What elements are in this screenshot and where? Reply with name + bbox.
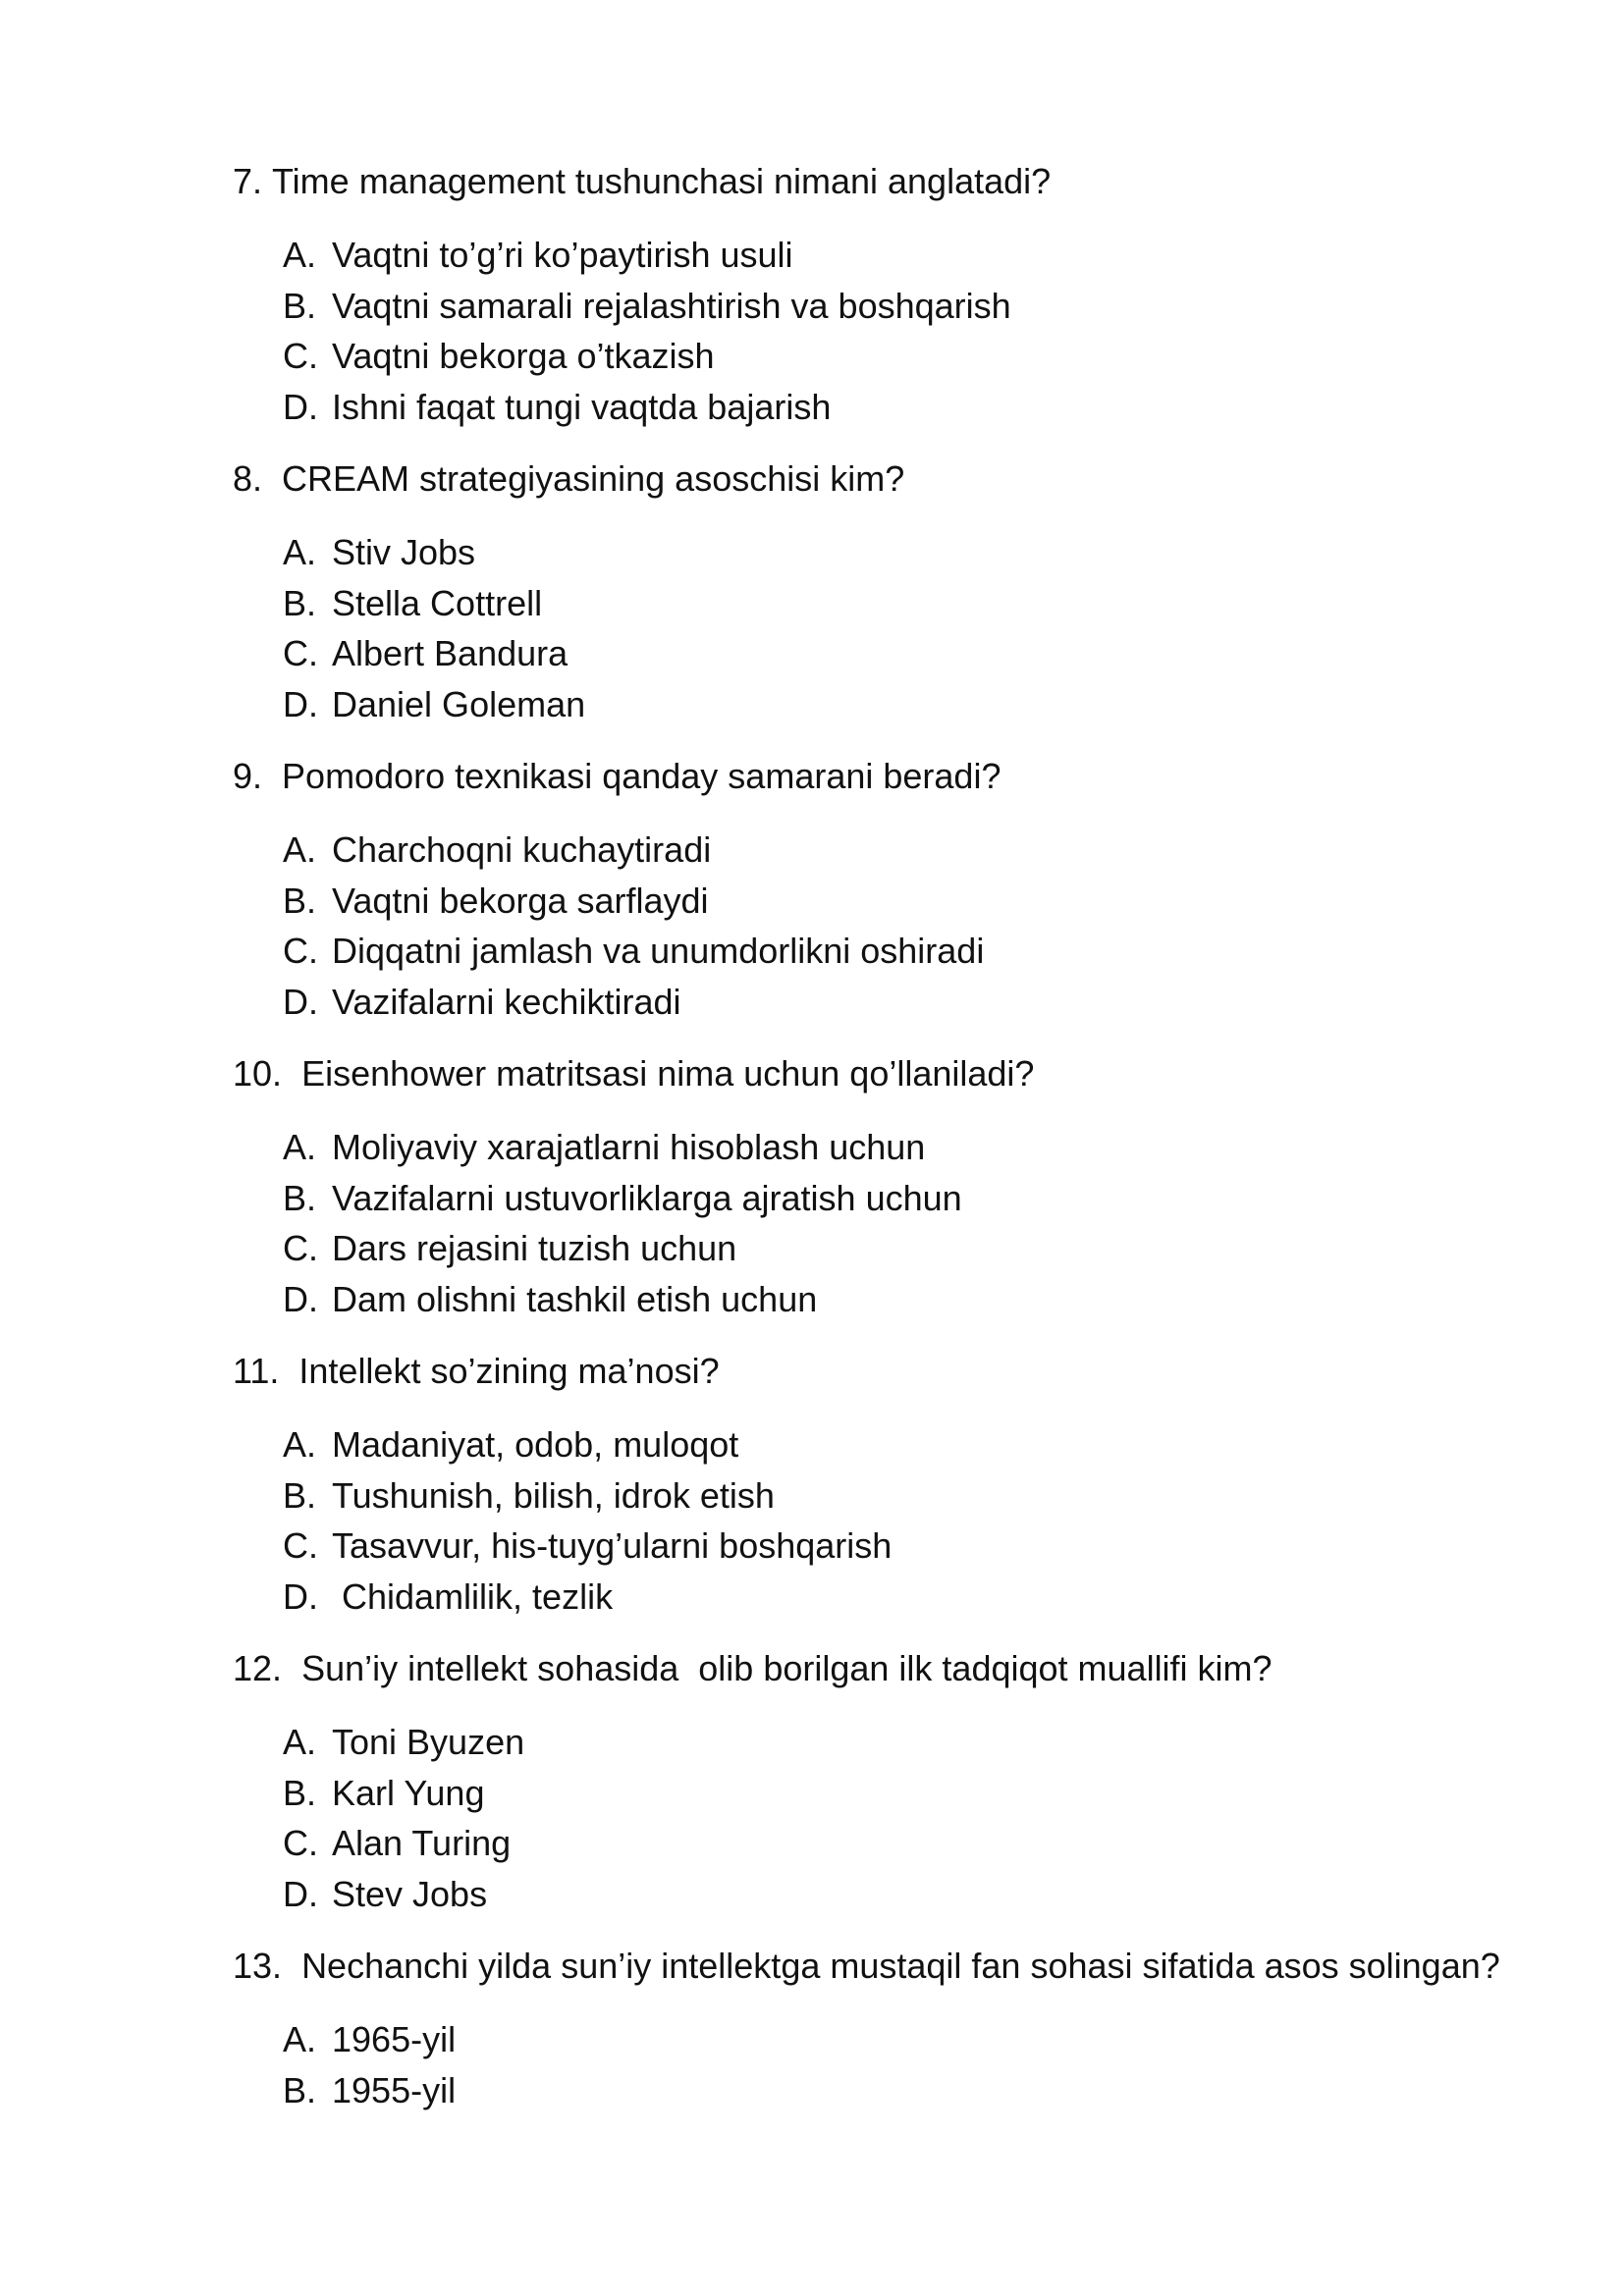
option-text: Karl Yung [332, 1772, 485, 1813]
answer-option [283, 531, 1509, 582]
question-8 [233, 457, 1509, 733]
option-letter: B. [283, 582, 317, 623]
answer-options [233, 2018, 1509, 2119]
question-text: Eisenhower matritsasi nima uchun qo’llaniladi? [301, 1053, 1035, 1094]
question-number: 9. [233, 756, 283, 796]
option-text: Chidamlilik, tezlik [332, 1575, 614, 1617]
option-text: Diqqatni jamlash va unumdorlikni oshiradi [332, 931, 985, 971]
answer-option [283, 1822, 1509, 1873]
option-text: Stev Jobs [332, 1873, 488, 1914]
option-letter: A. [283, 1722, 317, 1762]
question-number: 11. [233, 1351, 299, 1391]
option-text: Moliyaviy xarajatlarni hisoblash uchun [332, 1127, 926, 1167]
question-number: 13. [233, 1946, 302, 1986]
option-text: Stiv Jobs [332, 532, 476, 572]
answer-option [283, 1524, 1509, 1575]
option-text: Ishni faqat tungi vaqtda bajarish [332, 386, 832, 427]
option-letter: B. [283, 2069, 317, 2110]
answer-option [283, 1278, 1509, 1329]
answer-options [233, 234, 1509, 436]
option-letter: B. [283, 1772, 317, 1813]
question-13 [233, 1945, 1509, 2119]
option-text: 1965-yil [332, 2019, 457, 2059]
question-10 [233, 1052, 1509, 1328]
option-letter: D. [283, 981, 318, 1022]
answer-option [283, 1227, 1509, 1278]
answer-option [283, 1474, 1509, 1525]
option-letter: D. [283, 386, 318, 427]
question-11 [233, 1350, 1509, 1626]
answer-option [283, 828, 1509, 880]
option-letter: A. [283, 532, 317, 572]
answer-option [283, 285, 1509, 336]
answer-option [283, 2018, 1509, 2069]
option-letter: A. [283, 1127, 317, 1167]
option-letter: A. [283, 1424, 317, 1465]
option-text: Vazifalarni ustuvorliklarga ajratish uchun [332, 1177, 962, 1218]
option-text: Stella Cottrell [332, 582, 543, 623]
option-text: Tasavvur, his-tuyg’ularni boshqarish [332, 1525, 893, 1566]
question-text: CREAM strategiyasining asoschisi kim? [282, 458, 905, 499]
option-letter: C. [283, 1228, 318, 1268]
answer-option [283, 582, 1509, 633]
option-letter: C. [283, 931, 318, 971]
option-text: Vazifalarni kechiktiradi [332, 981, 681, 1022]
option-letter: C. [283, 1823, 318, 1863]
option-letter: D. [283, 1873, 318, 1914]
answer-option [283, 1177, 1509, 1228]
option-text: Charchoqni kuchaytiradi [332, 829, 712, 870]
question-heading [233, 457, 1509, 501]
question-number: 8. [233, 458, 283, 499]
question-text: Nechanchi yilda sun’iy intellektga mustaqil fan sohasi sifatida asos solingan? [301, 1946, 1500, 1986]
option-text: 1955-yil [332, 2069, 457, 2110]
question-12 [233, 1647, 1509, 1923]
answer-options [233, 1423, 1509, 1626]
answer-option [283, 1423, 1509, 1474]
answer-option [283, 234, 1509, 285]
option-text: Vaqtni bekorga sarflaydi [332, 880, 709, 921]
option-letter: D. [283, 1575, 318, 1617]
option-text: Vaqtni to’g’ri ko’paytirish usuli [332, 235, 793, 275]
answer-options [233, 1126, 1509, 1328]
option-text: Vaqtni bekorga o’tkazish [332, 336, 715, 376]
option-text: Madaniyat, odob, muloqot [332, 1424, 739, 1465]
option-letter: C. [283, 1525, 318, 1566]
option-text: Daniel Goleman [332, 683, 586, 724]
question-7 [233, 160, 1509, 436]
option-letter: D. [283, 1278, 318, 1319]
answer-options [233, 531, 1509, 733]
option-text: Dars rejasini tuzish uchun [332, 1228, 737, 1268]
option-letter: B. [283, 285, 317, 326]
answer-option [283, 1575, 1509, 1627]
question-text: Pomodoro texnikasi qanday samarani beradi? [282, 756, 1001, 796]
answer-option [283, 683, 1509, 734]
answer-option [283, 2069, 1509, 2120]
option-letter: D. [283, 683, 318, 724]
question-heading [233, 755, 1509, 798]
option-text: Albert Bandura [332, 633, 568, 673]
question-heading [233, 1350, 1509, 1393]
answer-option [283, 1721, 1509, 1772]
option-text: Tushunish, bilish, idrok etish [332, 1474, 775, 1516]
question-heading [233, 160, 1509, 203]
option-text: Alan Turing [332, 1823, 512, 1863]
answer-option [283, 335, 1509, 386]
option-text: Toni Byuzen [332, 1722, 525, 1762]
option-letter: C. [283, 336, 318, 376]
answer-option [283, 386, 1509, 437]
option-letter: C. [283, 633, 318, 673]
answer-option [283, 632, 1509, 683]
question-heading [233, 1647, 1509, 1690]
question-text: Time management tushunchasi nimani anglatadi? [272, 161, 1052, 201]
answer-option [283, 1772, 1509, 1823]
option-letter: A. [283, 829, 317, 870]
answer-options [233, 1721, 1509, 1923]
option-text: Vaqtni samarali rejalashtirish va boshqarish [332, 285, 1011, 326]
option-text: Dam olishni tashkil etish uchun [332, 1278, 818, 1319]
answer-options [233, 828, 1509, 1031]
option-letter: A. [283, 235, 317, 275]
answer-option [283, 930, 1509, 981]
question-text: Sun’iy intellekt sohasida olib borilgan ilk tadqiqot muallifi kim? [301, 1648, 1272, 1688]
question-number: 12. [233, 1648, 302, 1688]
answer-option [283, 880, 1509, 931]
question-9 [233, 755, 1509, 1031]
question-number: 10. [233, 1053, 302, 1094]
option-letter: B. [283, 880, 317, 921]
answer-option [283, 1126, 1509, 1177]
question-heading [233, 1945, 1509, 1988]
option-letter: A. [283, 2019, 317, 2059]
question-text: Intellekt so’zining ma’nosi? [298, 1351, 720, 1391]
answer-option [283, 1873, 1509, 1924]
option-letter: B. [283, 1474, 317, 1516]
question-number: 7. [233, 161, 273, 201]
answer-option [283, 981, 1509, 1032]
option-letter: B. [283, 1177, 317, 1218]
question-heading [233, 1052, 1509, 1095]
